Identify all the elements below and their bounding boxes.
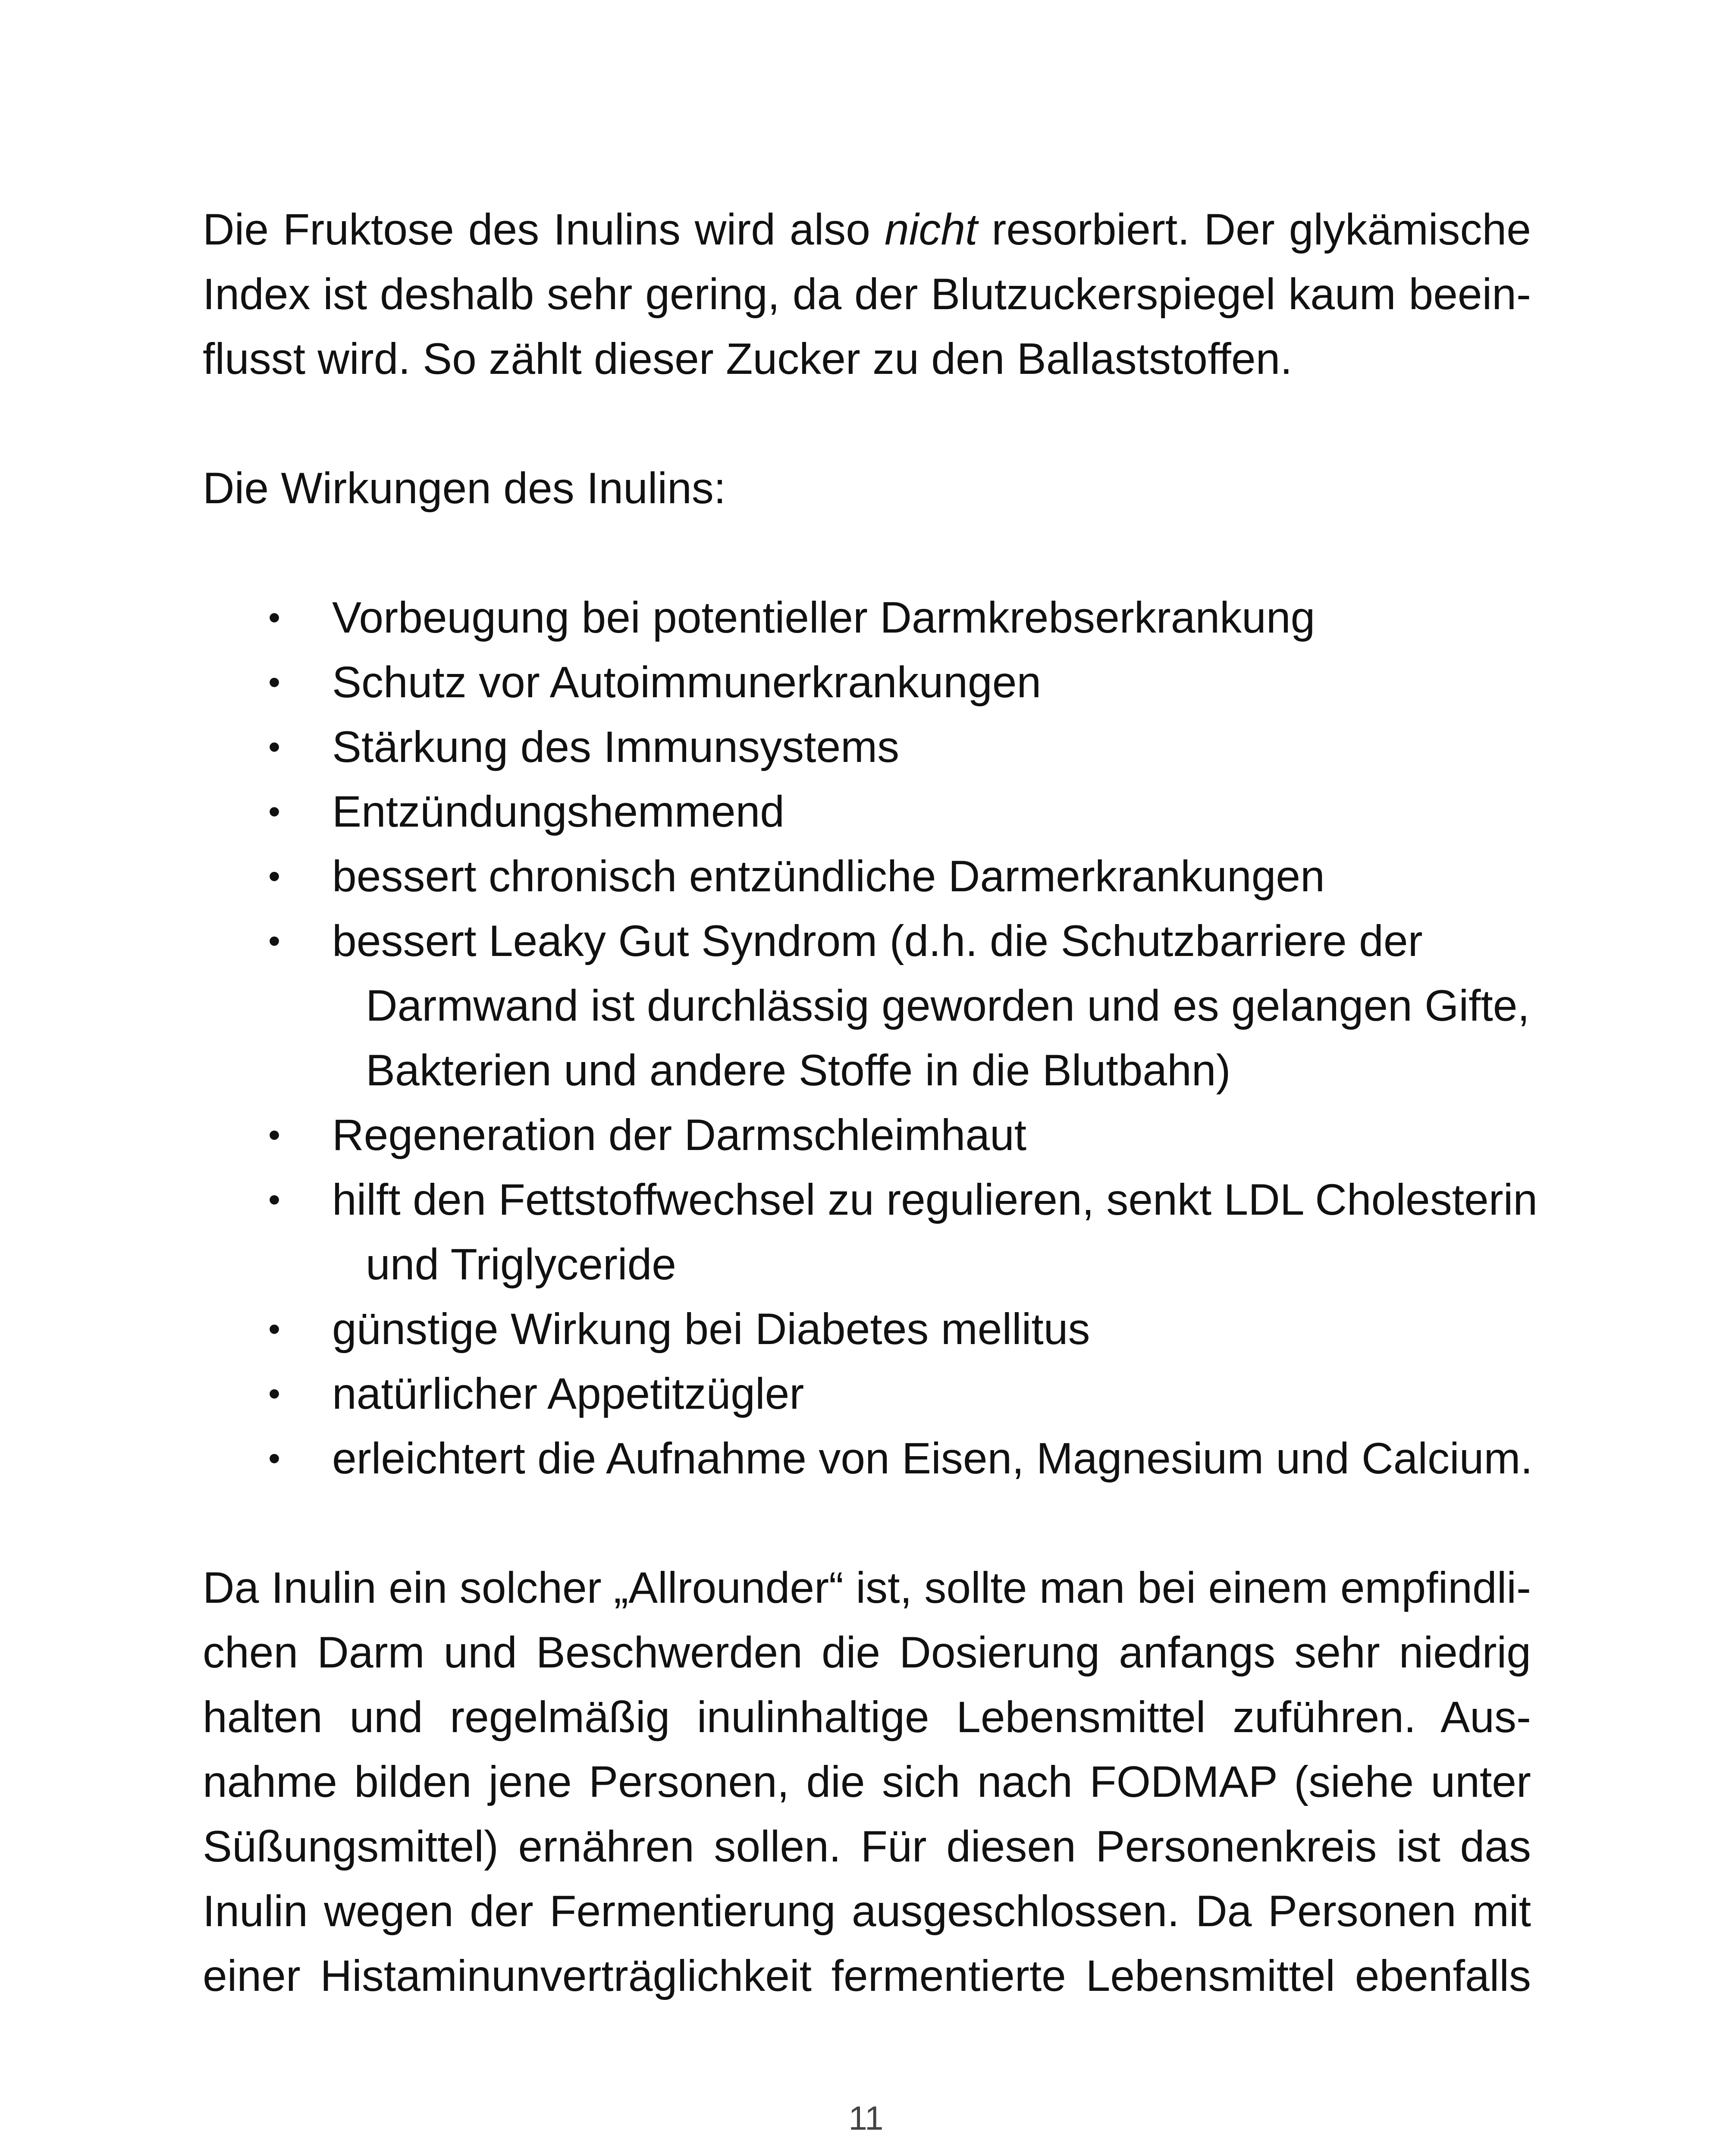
list-item: • bessert Leaky Gut Syndrom (d.h. die Schutzbarriere der Darmwand ist durchlässig geworden und es gelangen Gifte, Bakterien und andere Stoffe in die Blutbahn) — [203, 909, 1540, 1103]
emphasis-nicht: nicht — [884, 205, 978, 254]
list-item: • bessert chronisch entzündliche Darmerkrankungen — [203, 844, 1540, 909]
bullet-icon: • — [268, 598, 281, 636]
page-number: 11 — [848, 2099, 884, 2137]
bullet-icon: • — [268, 727, 281, 766]
intro-line-3: flusst wird. So zählt dieser Zucker zu den Ballaststoffen. — [203, 334, 1293, 383]
dosage-line: chen Darm und Beschwerden die Dosierung anfangs sehr niedrig — [203, 1628, 1531, 1677]
list-item: • hilft den Fettstoffwechsel zu regulieren, senkt LDL Cholesterin und Triglyceride — [203, 1167, 1540, 1297]
bullet-icon: • — [268, 921, 281, 960]
bullet-icon: • — [268, 1116, 281, 1154]
bullet-icon: • — [268, 1310, 281, 1348]
list-item: • Schutz vor Autoimmunerkrankungen — [203, 650, 1540, 714]
effects-heading: Die Wirkungen des Inulins: — [203, 464, 726, 513]
bullet-icon: • — [268, 1374, 281, 1413]
dosage-line: halten und regelmäßig inulinhaltige Lebensmittel zuführen. Aus- — [203, 1692, 1531, 1742]
dosage-line: Süßungsmittel) ernähren sollen. Für diesen Personenkreis ist das — [203, 1822, 1531, 1871]
intro-line-2: Index ist deshalb sehr gering, da der Blutzuckerspiegel kaum beein- — [203, 270, 1531, 319]
bullet-icon: • — [268, 1180, 281, 1219]
dosage-line: einer Histaminunverträglichkeit fermentierte Lebensmittel ebenfalls — [203, 1951, 1531, 2000]
intro-paragraph — [203, 197, 1531, 391]
list-item: • erleichtert die Aufnahme von Eisen, Magnesium und Calcium. — [203, 1426, 1540, 1491]
intro-line-1: Die Fruktose des Inulins wird also nicht resorbiert. Der glykämische — [203, 205, 1531, 254]
list-item: • Stärkung des Immunsystems — [203, 714, 1540, 779]
dosage-line: Inulin wegen der Fermentierung ausgeschlossen. Da Personen mit — [203, 1887, 1531, 1936]
list-item: • natürlicher Appetitzügler — [203, 1361, 1540, 1426]
list-item: • Vorbeugung bei potentieller Darmkrebserkrankung — [203, 585, 1540, 650]
list-item: • Regeneration der Darmschleimhaut — [203, 1103, 1540, 1167]
list-item: • günstige Wirkung bei Diabetes mellitus — [203, 1297, 1540, 1361]
effects-list — [203, 585, 1540, 1491]
bullet-icon: • — [268, 857, 281, 895]
list-item: • Entzündungshemmend — [203, 779, 1540, 844]
dosage-line: Da Inulin ein solcher „Allrounder“ ist, sollte man bei einem empfindli- — [203, 1563, 1531, 1612]
bullet-icon: • — [268, 1439, 281, 1477]
dosage-line: nahme bilden jene Personen, die sich nach FODMAP (siehe unter — [203, 1757, 1531, 1806]
dosage-paragraph — [203, 1555, 1531, 2008]
bullet-icon: • — [268, 663, 281, 701]
bullet-icon: • — [268, 792, 281, 830]
